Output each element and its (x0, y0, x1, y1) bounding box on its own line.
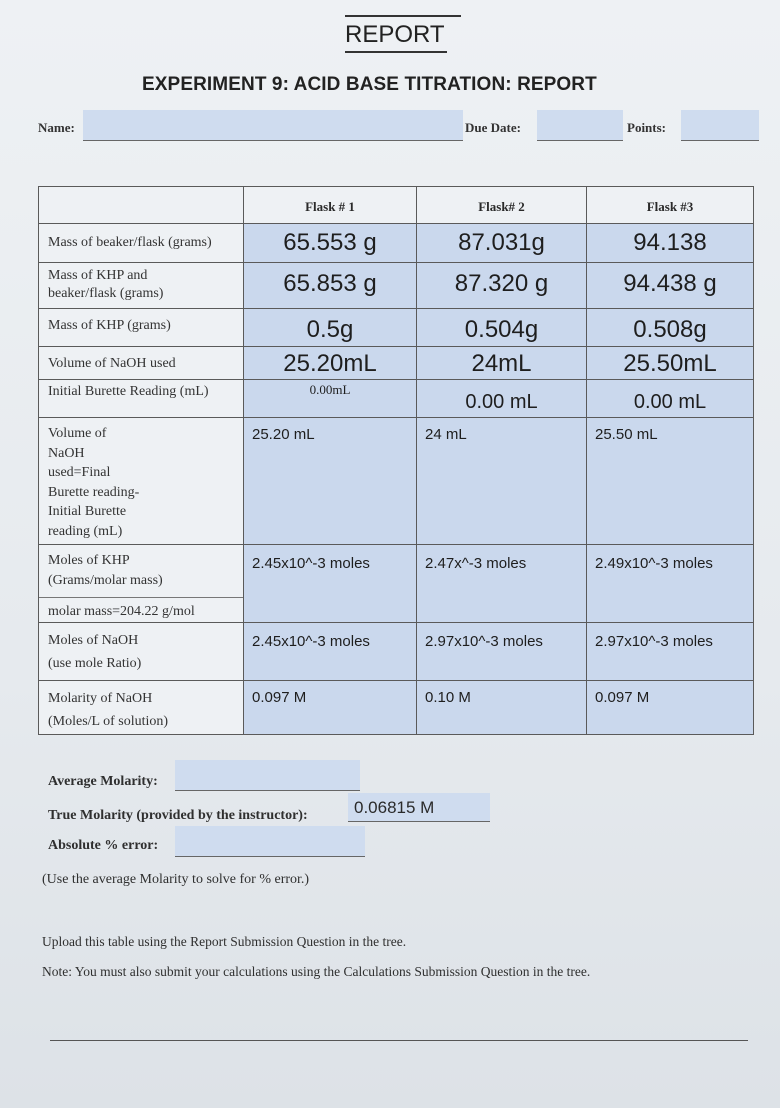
label-line: Molarity of NaOH (48, 691, 153, 706)
mass-beaker-flask-3[interactable]: 94.138 (587, 224, 754, 263)
error-hint: (Use the average Molarity to solve for % error.) (42, 872, 310, 887)
row-label-mass-khp: Mass of KHP (grams) (39, 309, 244, 347)
label-line: (use mole Ratio) (48, 656, 142, 671)
moles-naoh-flask-2[interactable]: 2.97x10^-3 moles (417, 623, 587, 681)
corner-cell (39, 187, 244, 224)
table-row (39, 418, 754, 545)
volume-calc-flask-3[interactable]: 25.50 mL (587, 418, 754, 545)
name-label: Name: (38, 120, 75, 135)
mass-beaker-flask-1[interactable]: 65.553 g (244, 224, 417, 263)
name-field[interactable] (83, 110, 463, 141)
volume-used-flask-1[interactable]: 25.20mL (244, 347, 417, 380)
label-line: reading (mL) (48, 523, 123, 539)
table-row (39, 347, 754, 380)
label-line: used=Final (48, 465, 111, 480)
label-line: Volume of (48, 426, 107, 441)
volume-used-flask-3[interactable]: 25.50mL (587, 347, 754, 380)
volume-calc-flask-2[interactable]: 24 mL (417, 418, 587, 545)
column-header-flask-3: Flask #3 (587, 187, 754, 224)
mass-khp-beaker-flask-2[interactable]: 87.320 g (417, 263, 587, 309)
absolute-error-field[interactable] (175, 826, 365, 857)
initial-burette-flask-3[interactable]: 0.00 mL (587, 380, 754, 418)
mass-khp-flask-1[interactable]: 0.5g (244, 309, 417, 347)
titration-table (38, 186, 754, 735)
upload-note: Upload this table using the Report Submission Question in the tree. (42, 934, 407, 949)
row-label-molarity (39, 681, 244, 735)
report-heading: REPORT (345, 20, 447, 53)
moles-khp-flask-1[interactable]: 2.45x10^-3 moles (244, 545, 417, 623)
mass-beaker-flask-2[interactable]: 87.031g (417, 224, 587, 263)
moles-khp-flask-2[interactable]: 2.47x^-3 moles (417, 545, 587, 623)
table-row (39, 309, 754, 347)
average-molarity-field[interactable] (175, 760, 360, 791)
moles-naoh-flask-1[interactable]: 2.45x10^-3 moles (244, 623, 417, 681)
table-row (39, 545, 754, 623)
absolute-error-label: Absolute % error: (48, 838, 159, 853)
due-date-field[interactable] (537, 110, 623, 141)
due-date-label: Due Date: (465, 120, 521, 135)
experiment-title: EXPERIMENT 9: ACID BASE TITRATION: REPORT (142, 74, 597, 95)
label-line: Moles of KHP (48, 553, 130, 568)
row-label-moles-khp (39, 545, 244, 623)
initial-burette-flask-2[interactable]: 0.00 mL (417, 380, 587, 418)
molar-mass-note: molar mass=204.22 g/mol (39, 597, 243, 622)
mass-khp-beaker-flask-3[interactable]: 94.438 g (587, 263, 754, 309)
label-line: NaOH (48, 445, 85, 461)
row-label-moles-naoh (39, 623, 244, 681)
table-row (39, 224, 754, 263)
table-row (39, 380, 754, 418)
table-header-row (39, 187, 754, 224)
points-field[interactable] (681, 110, 759, 141)
points-label: Points: (627, 120, 666, 135)
label-line: beaker/flask (grams) (48, 286, 164, 301)
table-row (39, 681, 754, 735)
label-line: Moles of NaOH (48, 633, 139, 648)
row-label-volume-calc (39, 418, 244, 545)
row-label-volume-used: Volume of NaOH used (39, 347, 244, 380)
average-molarity-label: Average Molarity: (48, 774, 158, 789)
label-line: (Moles/L of solution) (48, 714, 169, 729)
table-row (39, 263, 754, 309)
molarity-flask-1[interactable]: 0.097 M (244, 681, 417, 735)
true-molarity-field[interactable]: 0.06815 M (348, 793, 490, 822)
initial-burette-flask-1[interactable]: 0.00mL (244, 380, 417, 418)
true-molarity-label: True Molarity (provided by the instructor): (48, 808, 308, 823)
volume-calc-flask-1[interactable]: 25.20 mL (244, 418, 417, 545)
row-label-mass-beaker: Mass of beaker/flask (grams) (39, 224, 244, 263)
row-label-initial-burette: Initial Burette Reading (mL) (39, 380, 244, 418)
table-row (39, 623, 754, 681)
mass-khp-beaker-flask-1[interactable]: 65.853 g (244, 263, 417, 309)
column-header-flask-1: Flask # 1 (244, 187, 417, 224)
bottom-divider (50, 1040, 748, 1041)
moles-naoh-flask-3[interactable]: 2.97x10^-3 moles (587, 623, 754, 681)
mass-khp-flask-2[interactable]: 0.504g (417, 309, 587, 347)
molarity-flask-2[interactable]: 0.10 M (417, 681, 587, 735)
calculations-note: Note: You must also submit your calculations using the Calculations Submission Question in the tree. (42, 964, 591, 979)
label-line: Burette reading- (48, 484, 140, 500)
label-line: Mass of KHP and (48, 268, 148, 283)
row-label-mass-khp-beaker (39, 263, 244, 309)
mass-khp-flask-3[interactable]: 0.508g (587, 309, 754, 347)
label-line: Initial Burette (48, 504, 127, 519)
volume-used-flask-2[interactable]: 24mL (417, 347, 587, 380)
molarity-flask-3[interactable]: 0.097 M (587, 681, 754, 735)
moles-khp-flask-3[interactable]: 2.49x10^-3 moles (587, 545, 754, 623)
label-line: (Grams/molar mass) (48, 573, 163, 588)
column-header-flask-2: Flask# 2 (417, 187, 587, 224)
